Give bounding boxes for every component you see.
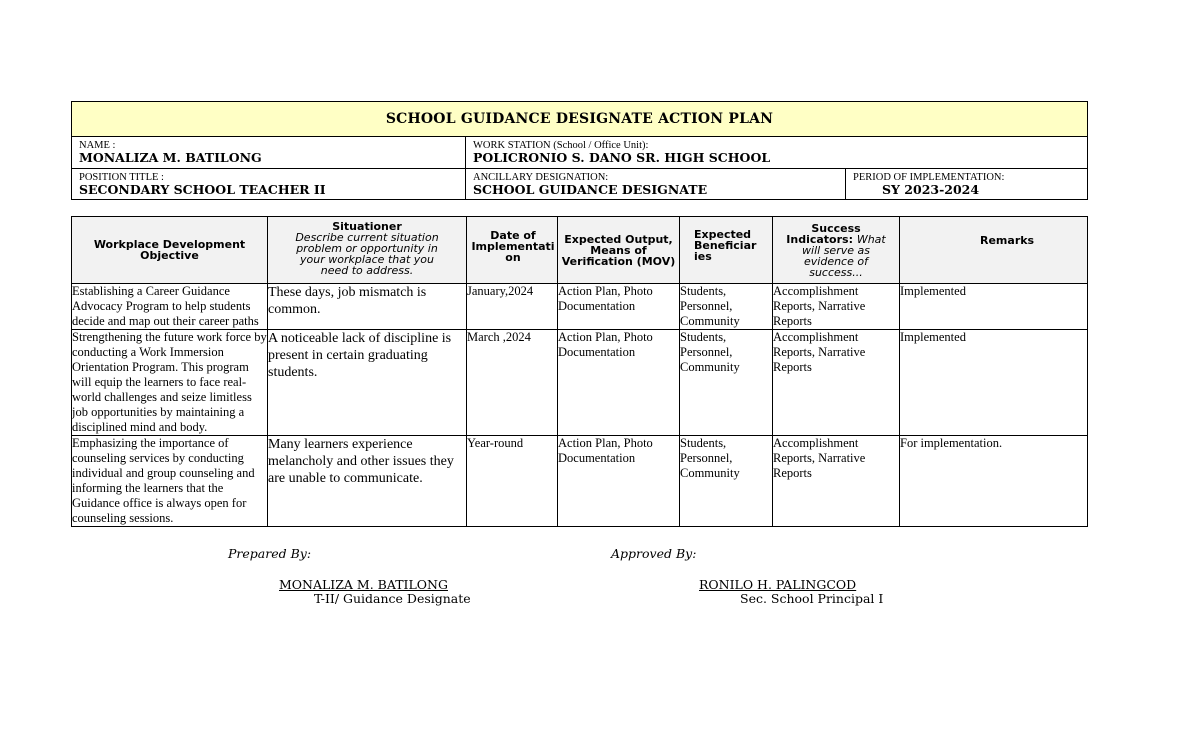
row-beneficiaries: Students, Personnel, Community [680, 284, 773, 330]
position-label: POSITION TITLE : [79, 172, 164, 183]
document-title: SCHOOL GUIDANCE DESIGNATE ACTION PLAN [72, 102, 1088, 137]
col-output: Expected Output, Means of Verification (MOV) [558, 217, 680, 284]
position-value: SECONDARY SCHOOL TEACHER II [79, 182, 326, 197]
position-cell [72, 169, 466, 200]
header-table [71, 101, 1088, 200]
row-output: Action Plan, Photo Documentation [558, 330, 680, 436]
row-date: Year-round [467, 436, 558, 527]
row-remarks: Implemented [900, 284, 1088, 330]
col-beneficiaries: Expected Beneficiar ies [680, 217, 773, 284]
row-success: Accomplishment Reports, Narrative Reports [773, 284, 900, 330]
row-success: Accomplishment Reports, Narrative Reports [773, 330, 900, 436]
ancillary-cell [466, 169, 846, 200]
row-success: Accomplishment Reports, Narrative Reports [773, 436, 900, 527]
ancillary-value: SCHOOL GUIDANCE DESIGNATE [473, 182, 708, 197]
success-subtitle: What will serve as evidence of success... [802, 232, 886, 279]
ancillary-label: ANCILLARY DESIGNATION: [473, 172, 609, 183]
col-situationer [268, 217, 467, 284]
row-beneficiaries: Students, Personnel, Community [680, 436, 773, 527]
period-label: PERIOD OF IMPLEMENTATION: [853, 172, 1005, 183]
row-objective: Emphasizing the importance of counseling services by conducting individual and group counseling and informing the learners that the Guidance office is always open for counseling sessions. [72, 436, 268, 527]
station-value: POLICRONIO S. DANO SR. HIGH SCHOOL [473, 150, 771, 165]
prepared-by-name: MONALIZA M. BATILONG [279, 577, 448, 592]
approved-by-label: Approved By: [611, 546, 697, 561]
row-objective: Strengthening the future work force by conducting a Work Immersion Orientation Program. This program will equip the learners to face real-world challenges and seize limitless job opportunities by maintaining a disciplined mind and body. [72, 330, 267, 434]
row-date: January,2024 [467, 284, 558, 330]
row-situationer: These days, job mismatch is common. [268, 284, 467, 330]
col-remarks: Remarks [900, 217, 1088, 284]
station-label: WORK STATION (School / Office Unit): [473, 140, 649, 151]
row-situationer: A noticeable lack of discipline is present in certain graduating students. [268, 330, 467, 436]
action-plan-table [71, 216, 1088, 527]
approved-by-name: RONILO H. PALINGCOD [699, 577, 857, 592]
col-date: Date of Implementati on [467, 217, 558, 284]
table-row [72, 330, 1088, 436]
name-value: MONALIZA M. BATILONG [79, 150, 262, 165]
situationer-subtitle: Describe current situation problem or opportunity in your workplace that you need to address. [295, 230, 439, 277]
success-title: Success Indicators: [786, 221, 861, 246]
col-objective: Workplace Development Objective [72, 217, 268, 284]
row-situationer: Many learners experience melancholy and other issues they are unable to communicate. [268, 436, 467, 527]
period-value: SY 2023-2024 [882, 182, 980, 197]
name-label: NAME : [79, 140, 116, 151]
row-remarks: Implemented [900, 330, 1088, 436]
station-cell [466, 137, 1088, 169]
row-beneficiaries: Students, Personnel, Community [680, 330, 773, 436]
row-output: Action Plan, Photo Documentation [558, 284, 680, 330]
name-cell [72, 137, 466, 169]
row-remarks: For implementation. [900, 436, 1088, 527]
prepared-by-title: T-II/ Guidance Designate [314, 591, 471, 606]
row-output: Action Plan, Photo Documentation [558, 436, 680, 527]
period-cell [846, 169, 1088, 200]
approved-by-title: Sec. School Principal I [740, 591, 884, 606]
row-objective: Establishing a Career Guidance Advocacy Program to help students decide and map out their career paths [72, 284, 268, 330]
table-header-row [72, 217, 1088, 284]
situationer-title: Situationer [332, 219, 402, 233]
prepared-by-label: Prepared By: [228, 546, 312, 561]
table-row [72, 284, 1088, 330]
row-date: March ,2024 [467, 330, 558, 436]
col-success [773, 217, 900, 284]
table-row [72, 436, 1088, 527]
